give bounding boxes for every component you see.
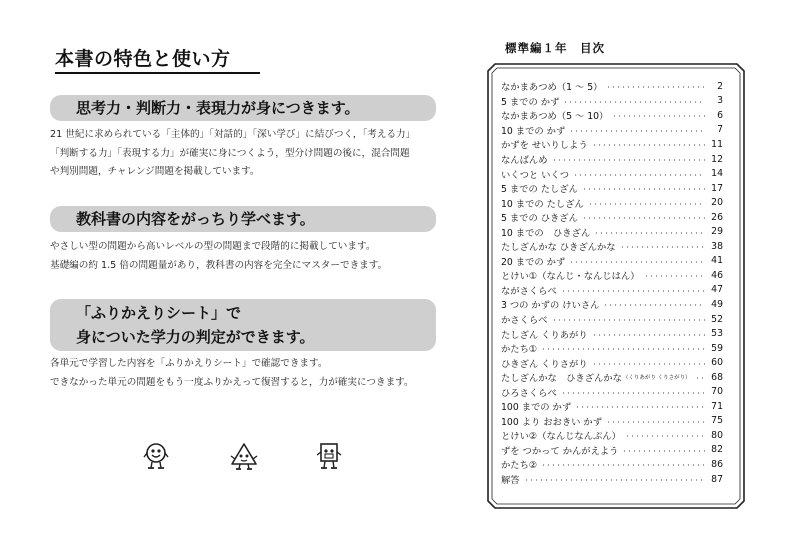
description-line: 基礎編の約 1.5 倍の問題量があり，教科書の内容を完全にマスターできます。 <box>50 259 388 271</box>
toc-leader-dots <box>592 144 705 146</box>
toc-leader-dots <box>561 392 705 394</box>
toc-title: 標準編１年 目次 <box>505 41 605 55</box>
toc-entry <box>501 428 723 443</box>
smiling-ball-character-icon <box>143 441 169 471</box>
toc-entry <box>501 414 723 429</box>
toc-leader-dots <box>606 421 705 423</box>
toc-entry-label: 5 までの かず <box>501 96 560 108</box>
toc-entry-page: 49 <box>711 298 723 310</box>
toc-entry <box>501 123 723 138</box>
toc-entry-label: 100 より おおきい かず <box>501 416 602 428</box>
toc-entry-page: 6 <box>717 109 723 121</box>
toc-entry-label: とけい①（なんじ・なんじはん） <box>501 271 640 283</box>
toc-entry-page: 71 <box>711 400 723 412</box>
toc-entry-page: 47 <box>711 284 723 296</box>
feature-description-thinking <box>50 126 450 182</box>
toc-entry-label: 5 までの たしざん <box>501 184 578 196</box>
toc-entry-page: 2 <box>717 80 723 92</box>
toc-entry-label: ながさくらべ <box>501 285 557 297</box>
toc-entry <box>501 472 723 487</box>
toc-entry-page: 41 <box>711 255 723 267</box>
feature-heading-text: 思考力・判断力・表現力が身につきます。 <box>76 99 360 117</box>
toc-leader-dots <box>620 246 705 248</box>
toc-leader-dots <box>625 435 705 437</box>
toc-entry-label: かたち② <box>501 460 538 472</box>
toc-leader-dots <box>573 174 705 176</box>
toc-leader-dots <box>588 203 705 205</box>
toc-entry <box>501 79 723 94</box>
toc-entry <box>501 370 723 385</box>
toc-entry-page: 82 <box>711 444 723 456</box>
toc-entry <box>501 268 723 283</box>
toc-leader-dots <box>592 334 705 336</box>
description-line: や判別問題，チャレンジ問題を掲載しています。 <box>50 166 260 177</box>
toc-entry-label: 100 までの かず <box>501 402 572 414</box>
toc-entry-sublabel: （くりあがり くりさがり） <box>622 375 691 382</box>
toc-entry-page: 12 <box>711 153 723 165</box>
toc-leader-dots <box>552 159 706 161</box>
toc-entry <box>501 239 723 254</box>
feature-heading-review-sheet <box>50 299 436 351</box>
page-title: 本書の特色と使い方 <box>55 48 231 70</box>
toc-entry-label: かたち① <box>501 344 538 356</box>
toc-entry-label: 5 までの ひきざん <box>501 213 578 225</box>
toc-entry <box>501 457 723 472</box>
toc-entry-label: かずを せいりしよう <box>501 140 588 152</box>
toc-entry <box>501 195 723 210</box>
toc-entry-page: 60 <box>711 357 723 369</box>
description-line: やさしい型の問題から高いレベルの型の問題まで段階的に掲載しています。 <box>50 241 376 252</box>
toc-entry-page: 26 <box>711 211 723 223</box>
description-line: 21 世紀に求められている「主体的」「対話的」「深い学び」に結びつく，「考える力」 <box>50 129 416 140</box>
toc-entry-page: 86 <box>711 458 723 470</box>
toc-entry-page: 68 <box>711 371 723 383</box>
toc-entry <box>501 166 723 181</box>
toc-leader-dots <box>552 319 706 321</box>
toc-leader-dots <box>582 188 705 190</box>
toc-entry-label: ひきざん くりさがり <box>501 358 588 370</box>
toc-list <box>501 79 723 486</box>
toc-entry <box>501 355 723 370</box>
toc-leader-dots <box>622 450 705 452</box>
toc-entry-page: 20 <box>711 197 723 209</box>
toc-entry-page: 29 <box>711 226 723 238</box>
feature-heading-text: 身についた学力の判定ができます。 <box>76 328 315 346</box>
square-character-icon <box>315 441 343 471</box>
feature-heading-text: 教科書の内容をがっちり学べます。 <box>76 210 315 228</box>
toc-entry-page: 7 <box>717 124 723 136</box>
toc-entry-label: 20 までの かず <box>501 256 566 268</box>
toc-leader-dots <box>695 377 705 379</box>
toc-leader-dots <box>575 406 705 408</box>
toc-entry-page: 59 <box>711 342 723 354</box>
toc-entry-page: 14 <box>711 168 723 180</box>
feature-description-review-sheet <box>50 355 450 392</box>
toc-leader-dots <box>612 115 705 117</box>
description-line: 各単元で学習した内容を「ふりかえりシート」で確認できます。 <box>50 358 328 369</box>
toc-entry <box>501 94 723 109</box>
title-underline <box>55 72 260 74</box>
toc-entry <box>501 181 723 196</box>
toc-entry-label: なんばんめ <box>501 155 548 166</box>
description-line: できなかった単元の問題をもう一度ふりかえって復習すると，力が確実につきます。 <box>50 376 414 388</box>
toc-entry <box>501 384 723 399</box>
toc-entry <box>501 326 723 341</box>
toc-leader-dots <box>541 464 705 466</box>
toc-entry-label: いくつと いくつ <box>501 169 570 181</box>
toc-entry <box>501 443 723 458</box>
feature-heading-text: 「ふりかえりシート」で <box>76 304 242 322</box>
toc-entry <box>501 152 723 167</box>
toc-entry-page: 3 <box>717 95 723 107</box>
toc-entry-page: 80 <box>711 429 723 441</box>
toc-leader-dots <box>563 101 705 103</box>
toc-entry-label: とけい②（なんじなんぷん） <box>501 431 621 443</box>
toc-entry <box>501 312 723 327</box>
toc-entry-label: なかまあつめ（5 ～ 10） <box>501 111 609 123</box>
toc-entry-label: たしざんかな ひきざんかな <box>501 373 622 385</box>
toc-entry <box>501 254 723 269</box>
triangle-character-icon <box>229 441 259 471</box>
toc-entry-label: 10 までの たしざん <box>501 198 584 210</box>
toc-leader-dots <box>592 363 705 365</box>
toc-leader-dots <box>524 479 705 481</box>
toc-leader-dots <box>561 290 705 292</box>
feature-heading-thinking <box>50 95 436 121</box>
toc-entry <box>501 210 723 225</box>
toc-entry-label: ずを つかって かんがえよう <box>501 445 619 457</box>
toc-leader-dots <box>644 275 706 277</box>
toc-leader-dots <box>569 130 705 132</box>
toc-entry-label: ひろさくらべ <box>501 387 557 399</box>
toc-entry-label: 10 までの かず <box>501 125 566 137</box>
toc-entry-page: 70 <box>711 386 723 398</box>
toc-entry-page: 46 <box>711 269 723 281</box>
toc-leader-dots <box>582 217 705 219</box>
toc-entry <box>501 341 723 356</box>
toc-entry-label: かさくらべ <box>501 315 548 327</box>
toc-entry-label: たしざん くりあがり <box>501 329 588 341</box>
toc-entry <box>501 108 723 123</box>
description-line: 「判断する力」「表現する力」が確実に身につくよう，型分け問題の後に，混合問題 <box>50 147 410 159</box>
toc-entry <box>501 297 723 312</box>
toc-entry-label: 3 つの かずの けいさん <box>501 300 600 312</box>
toc-entry-page: 52 <box>711 313 723 325</box>
toc-entry-label: なかまあつめ（1 ～ 5） <box>501 82 603 94</box>
toc-entry <box>501 283 723 298</box>
feature-description-textbook <box>50 238 450 275</box>
toc-entry-page: 17 <box>711 182 723 194</box>
toc-entry-label: たしざんかな ひきざんかな <box>501 242 616 254</box>
toc-entry <box>501 399 723 414</box>
toc-entry-label: 10 までの ひきざん <box>501 227 591 239</box>
toc-leader-dots <box>594 232 705 234</box>
toc-leader-dots <box>541 348 705 350</box>
toc-entry-label: 解答 <box>501 475 520 487</box>
feature-heading-textbook <box>50 206 436 232</box>
toc-leader-dots <box>569 261 705 263</box>
toc-entry <box>501 137 723 152</box>
toc-leader-dots <box>606 86 705 88</box>
toc-entry <box>501 224 723 239</box>
toc-leader-dots <box>603 304 705 306</box>
toc-entry-page: 53 <box>711 328 723 340</box>
toc-entry-page: 11 <box>711 138 723 150</box>
toc-entry-page: 38 <box>711 240 723 252</box>
toc-entry-page: 87 <box>711 473 723 485</box>
toc-entry-page: 75 <box>711 415 723 427</box>
